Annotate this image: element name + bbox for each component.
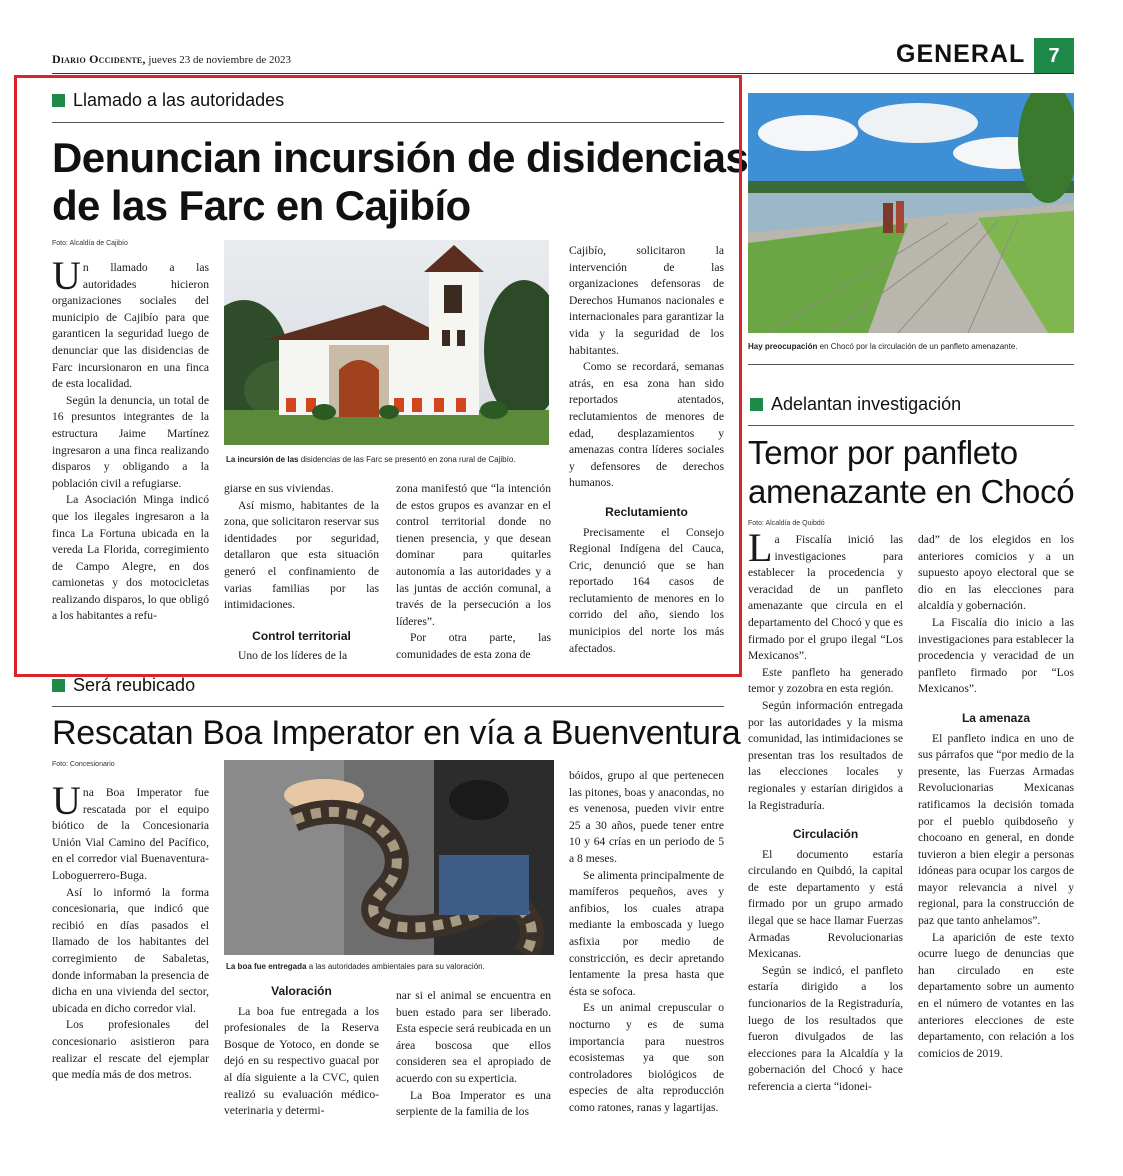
paragraph: Según la denuncia, un total de 16 presuntos integrantes de la estructura Jaime Martínez ingresaron a una finca realizando disparos y obligando a la población civil a refugiarse. xyxy=(52,393,209,490)
paragraph: bóidos, grupo al que pertenecen las pitones, boas y anacondas, no es venenosa, pueden vivir entre 25 a 30 años, puede tener entre 10 y 64 crías en un periodo de 5 a 8 meses. xyxy=(569,769,724,865)
photo-credit: Foto: Alcaldía de Quibdó xyxy=(748,520,825,527)
paragraph: Uno de los líderes de la xyxy=(238,649,348,663)
paragraph: n llamado a las autoridades hicieron organizaciones sociales del municipio de Cajibío para que garanticen la seguridad luego de denunciar que las disidencias de Farc incursionaron en una finca de esta localidad. xyxy=(52,261,209,391)
paragraph: La boa fue entregada a los profesionales de la Reserva Bosque de Yotoco, en donde se dejó en su respectivo guacal por al día siguiente a la CVC, quien realizó su evaluación médico- veterinaria y determi- xyxy=(224,1004,379,1118)
riverfront-photo xyxy=(748,93,1074,333)
paragraph: Como se recordará, semanas atrás, en esa zona han sido reportados atentados, reclutamientos de menores de edad, desplazamientos y amenazas contra líderes sociales y defensores de derechos humanos. xyxy=(569,360,724,490)
caption-text: disidencias de las Farc se presentó en zona rural de Cajibío. xyxy=(300,455,516,464)
caption-bold: La incursión de las xyxy=(226,455,299,464)
caption-text: a las autoridades ambientales para su valoración. xyxy=(308,962,485,971)
article2-column-1 xyxy=(748,525,903,1096)
caption-bold: Hay preocupación xyxy=(748,342,818,351)
kicker-text: Llamado a las autoridades xyxy=(73,90,285,110)
headline-line-1: Temor por panfleto xyxy=(748,434,1018,471)
headline-line-2: de las Farc en Cajibío xyxy=(52,182,471,230)
kicker-square-icon xyxy=(52,679,65,692)
paragraph: La Asociación Minga indicó que los ilegales ingresaron a la finca La Fortuna ubicada en la vereda La Florida, corregimiento de Campo Alegre, en dos camionetas y dos motocicletas realizando disparos, lo que obligó a los habitantes a refu- xyxy=(52,493,209,623)
subheading: Circulación xyxy=(792,827,859,842)
paragraph: na Boa Imperator fue rescatada por el equipo biótico de la Concesionaria Unión Vial Camino del Pacífico, en el corredor vial Buenaventura- Loboguerrero-Buga. xyxy=(52,786,209,882)
caption-text: en Chocó por la circulación de un panfleto amenazante. xyxy=(819,342,1018,351)
paragraph: Cajibío, solicitaron la intervención de las organizaciones defensoras de Derechos Humanos nacionales e internacionales para garantizar la vida y la seguridad de los habitantes. xyxy=(569,244,724,357)
dropcap: L xyxy=(748,525,773,570)
header-rule xyxy=(52,73,1074,74)
paragraph: Según se indicó, el panfleto estaría dirigido a los funcionarios de la Registraduría, luego de los resultados que fueron divulgados de las elecciones para la Alcaldía y la gobernación del Chocó y hace referencia a cierta “idonei- xyxy=(748,963,903,1093)
article3-column-2 xyxy=(224,983,379,1120)
dropcap: U xyxy=(52,778,81,823)
subheading: Control territorial xyxy=(252,628,351,643)
headline-line-2: amenazante en Chocó xyxy=(748,472,1075,510)
paragraph: El panfleto indica en uno de sus párrafos que “por medio de la presente, las Fuerzas Armadas Revolucionarias Mexicanas ratificamos la decisión tomada por el pueblo quibdoseño y chocoano en general, en donde tuvieron a bien elegir a personas idóneas para ocupar los cargos de mayor relevancia a nivel y regional, para la construcción de paz que tanto anhelamos”. xyxy=(918,731,1074,928)
paragraph: nar si el animal se encuentra en buen estado para ser liberado. Esta especie será reubicada en un área boscosa que ellos consideren sea el apropiado de acuerdo con su experticia. xyxy=(396,989,551,1085)
article3-headline: Rescatan Boa Imperator en vía a Buenventura xyxy=(52,714,741,752)
kicker-square-icon xyxy=(750,398,763,411)
highlight-box xyxy=(14,75,742,677)
boa-photo xyxy=(224,760,554,955)
article3-column-1 xyxy=(52,778,209,1084)
paragraph: El documento estaría circulando en Quibdó, la capital de este departamento y está firmado por un grupo armado ilegal que se hace llamar Fuerzas Armadas Revolucionarias Mexicanas. xyxy=(748,847,903,961)
paragraph: Precisamente el Consejo Regional Indígena del Cauca, Cric, denunció que se han reportado 164 casos de reclutamiento de menores en lo corrido del año, siendo los municipios del norte los más afectados. xyxy=(569,525,724,655)
photo-credit: Foto: Concesionario xyxy=(52,761,115,768)
paragraph: La Fiscalía dio inicio a las investigaciones para establecer la procedencia y veracidad de un panfleto firmado por “Los Mexicanos”. xyxy=(918,615,1074,696)
caption-rule xyxy=(748,364,1074,365)
kicker-text: Será reubicado xyxy=(73,675,196,695)
photo-credit: Foto: Alcaldía de Cajibío xyxy=(52,240,128,247)
kicker-text: Adelantan investigación xyxy=(771,394,962,414)
boa-photo-caption xyxy=(226,962,556,971)
paragraph: La aparición de este texto ocurre luego de denuncias que han circulado en este departamento sobre un aumento en el número de votantes en las anteriores elecciones de este departamento, con relación a los comicios de 2019. xyxy=(918,930,1074,1060)
paragraph: zona manifestó que “la intención de estos grupos es avanzar en el control territorial donde no tienen presencia, y que desean dominar para quitarles autonomía a las autoridades y a las juntas de acción comunal, a través de la persecución a los líderes”. xyxy=(396,482,551,628)
paragraph: La Boa Imperator es una serpiente de la familia de los xyxy=(396,1088,551,1119)
article3-column-3 xyxy=(396,988,551,1121)
headline-line-1: Denuncian incursión de disidencias xyxy=(52,134,749,181)
caption-bold: La boa fue entregada xyxy=(226,962,307,971)
subheading: La amenaza xyxy=(961,710,1031,725)
riverfront-photo-caption xyxy=(748,342,1078,351)
article2-column-2 xyxy=(918,532,1074,1062)
paragraph: Así mismo, habitantes de la zona, que solicitaron reservar sus identidades por seguridad, detallaron que esta situación generó el confinamiento de varias familias por las intimidaciones. xyxy=(224,498,379,612)
article2-headline xyxy=(748,434,1074,512)
kicker-rule xyxy=(748,425,1074,426)
paragraph: Los profesionales del concesionario asistieron para realizar el rescate del ejemplar que medía más de dos metros. xyxy=(52,1018,209,1082)
paragraph: a Fiscalía inició las investigaciones para establecer la procedencia y veracidad de un panfleto amenazante que circula en el departamento del Chocó y que es firmado por el grupo ilegal “Los Mexicanos”. xyxy=(748,533,903,663)
paragraph: Se alimenta principalmente de mamíferos pequeños, aves y anfibios, los cuales atrapa mediante la emboscada y luego asfixia por medio de constricción, es decir apretando lentamente la presa hasta que ésta se sofoca. xyxy=(569,868,724,998)
masthead xyxy=(52,52,291,67)
paragraph: Es un animal crepuscular o nocturno y es de suma importancia para nuestros ecosistemas ya que son controladores biológicos de especies de alta reproducción como ratones, ranas y lagartijas. xyxy=(569,1001,724,1114)
newspaper-name: Diario Occidente, xyxy=(52,52,146,66)
kicker-rule xyxy=(52,706,724,707)
article2-kicker xyxy=(750,394,961,415)
section-label: GENERAL xyxy=(896,40,1026,68)
paragraph: giarse en sus viviendas. xyxy=(224,482,334,495)
issue-date: jueves 23 de noviembre de 2023 xyxy=(148,54,292,66)
paragraph: dad” de los elegidos en los anteriores comicios y a un supuesto apoyo electoral que se dio en las elecciones para alcaldía y gobernación. xyxy=(918,533,1074,613)
article3-kicker xyxy=(52,675,195,696)
paragraph: Este panfleto ha generado temor y zozobra en esta región. xyxy=(748,665,903,696)
paragraph: Según información entregada por las autoridades y la misma comunidad, las intimidaciones se presentan tras los resultados de las elecciones locales y regionales y estarían dirigidos a la Registraduría. xyxy=(748,698,903,812)
subheading: Reclutamiento xyxy=(605,504,688,519)
page-number: 7 xyxy=(1034,38,1074,74)
paragraph: Así lo informó la forma concesionaria, que indicó que recibió en días pasados el llamado de los habitantes del corregimiento de Sabaletas, donde informaban la presencia de dicha en una vivienda del sector, ubicada en dicho corredor vial. xyxy=(52,885,209,1015)
subheading: Valoración xyxy=(271,984,332,998)
article3-column-4 xyxy=(569,768,724,1116)
paragraph: Por otra parte, las comunidades de esta zona de xyxy=(396,631,551,661)
dropcap: U xyxy=(52,253,81,298)
